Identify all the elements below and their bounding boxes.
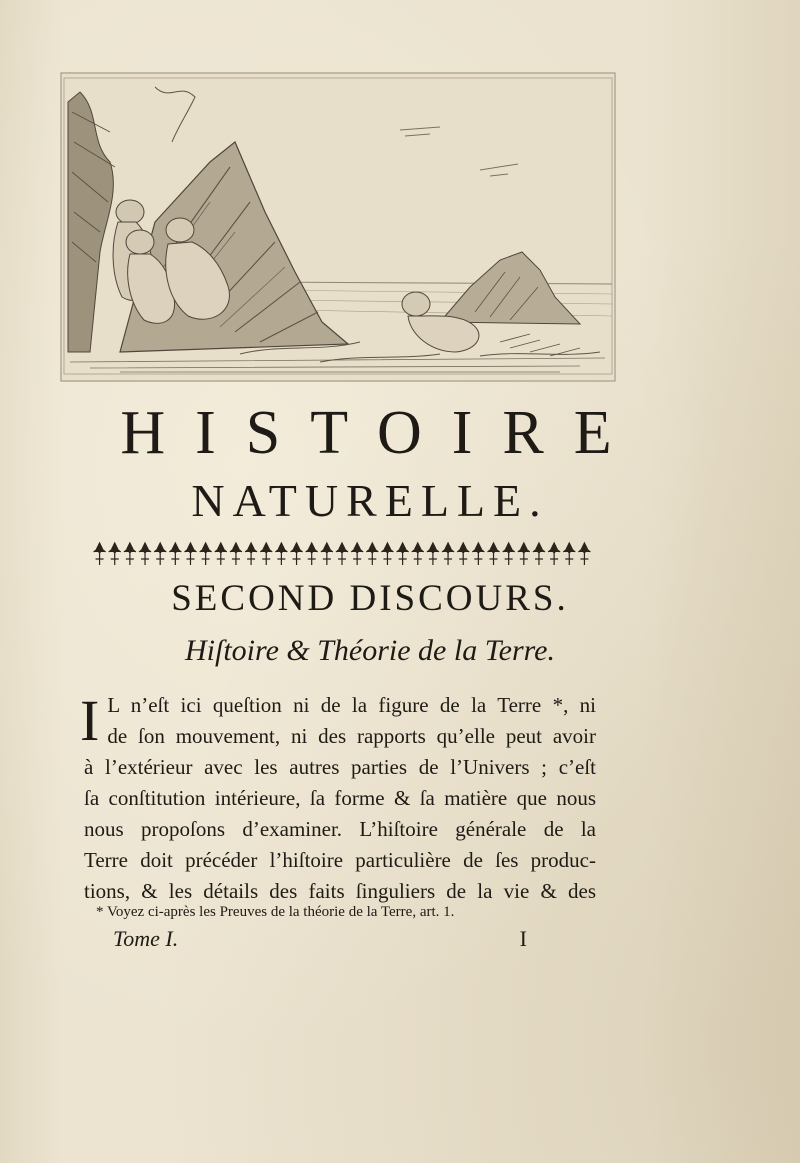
- fleuron-icon: [260, 543, 272, 565]
- fleuron-icon: [184, 543, 196, 565]
- footnote: * Voyez ci-après les Preuves de la théorie de la Terre, art. 1.: [96, 904, 455, 920]
- fleuron-icon: [548, 543, 560, 565]
- fleuron-icon: [503, 543, 515, 565]
- fleuron-icon: [124, 543, 136, 565]
- fleuron-icon: [412, 543, 424, 565]
- fleuron-icon: [533, 543, 545, 565]
- fleuron-icon: [139, 543, 151, 565]
- fleuron-icon: [245, 543, 257, 565]
- fleuron-icon: [109, 543, 121, 565]
- fleuron-icon: [169, 543, 181, 565]
- fleuron-icon: [306, 543, 318, 565]
- fleuron-icon: [518, 543, 530, 565]
- fleuron-icon: [442, 543, 454, 565]
- body-text: [80, 688, 596, 907]
- fleuron-icon: [321, 543, 333, 565]
- text-line: tions, & les détails des faits ſinguliers de la vie & des: [84, 879, 596, 903]
- fleuron-icon: [230, 543, 242, 565]
- engraved-illustration: [60, 72, 616, 382]
- fleuron-icon: [563, 543, 575, 565]
- volume-signature: Tome I.: [113, 926, 179, 951]
- page-footer: [113, 926, 527, 958]
- fleuron-icon: [275, 543, 287, 565]
- title-naturelle: NATURELLE.: [191, 475, 549, 526]
- fleuron-icon: [488, 543, 500, 565]
- fleuron-icon: [291, 543, 303, 565]
- fleuron-icon: [200, 543, 212, 565]
- page-number: I: [519, 926, 527, 951]
- fleuron-icon: [154, 543, 166, 565]
- fleuron-icon: [427, 543, 439, 565]
- section-heading: SECOND DISCOURS.: [171, 578, 569, 619]
- fleuron-icon: [457, 543, 469, 565]
- text-line: L n’eſt ici queſtion ni de la figure de la Terre *, ni: [107, 693, 596, 717]
- title-histoire: HISTOIRE: [120, 399, 642, 467]
- text-line: Terre doit précéder l’hiſtoire particulière de ſes produc-: [84, 848, 596, 872]
- text-line: de ſon mouvement, ni des rapports qu’elle peut avoir: [107, 724, 596, 748]
- fleuron-icon: [215, 543, 227, 565]
- fleuron-icon: [397, 543, 409, 565]
- drop-cap: I: [80, 688, 100, 753]
- fleuron-icon: [578, 543, 590, 565]
- fleuron-icon: [94, 543, 106, 565]
- fleuron-icon: [366, 543, 378, 565]
- fleuron-icon: [336, 543, 348, 565]
- text-line: nous propoſons d’examiner. L’hiſtoire générale de la: [84, 817, 596, 841]
- fleuron-icon: [381, 543, 393, 565]
- fleuron-icon: [351, 543, 363, 565]
- text-line: à l’extérieur avec les autres parties de l’Univers ; c’eſt: [84, 755, 596, 779]
- fleuron-ornament-row: [92, 540, 592, 568]
- text-line: ſa conſtitution intérieure, ſa forme & ſa matière que nous: [84, 786, 596, 810]
- fleuron-icon: [472, 543, 484, 565]
- chapter-subtitle: Hiſtoire & Théorie de la Terre.: [185, 634, 555, 667]
